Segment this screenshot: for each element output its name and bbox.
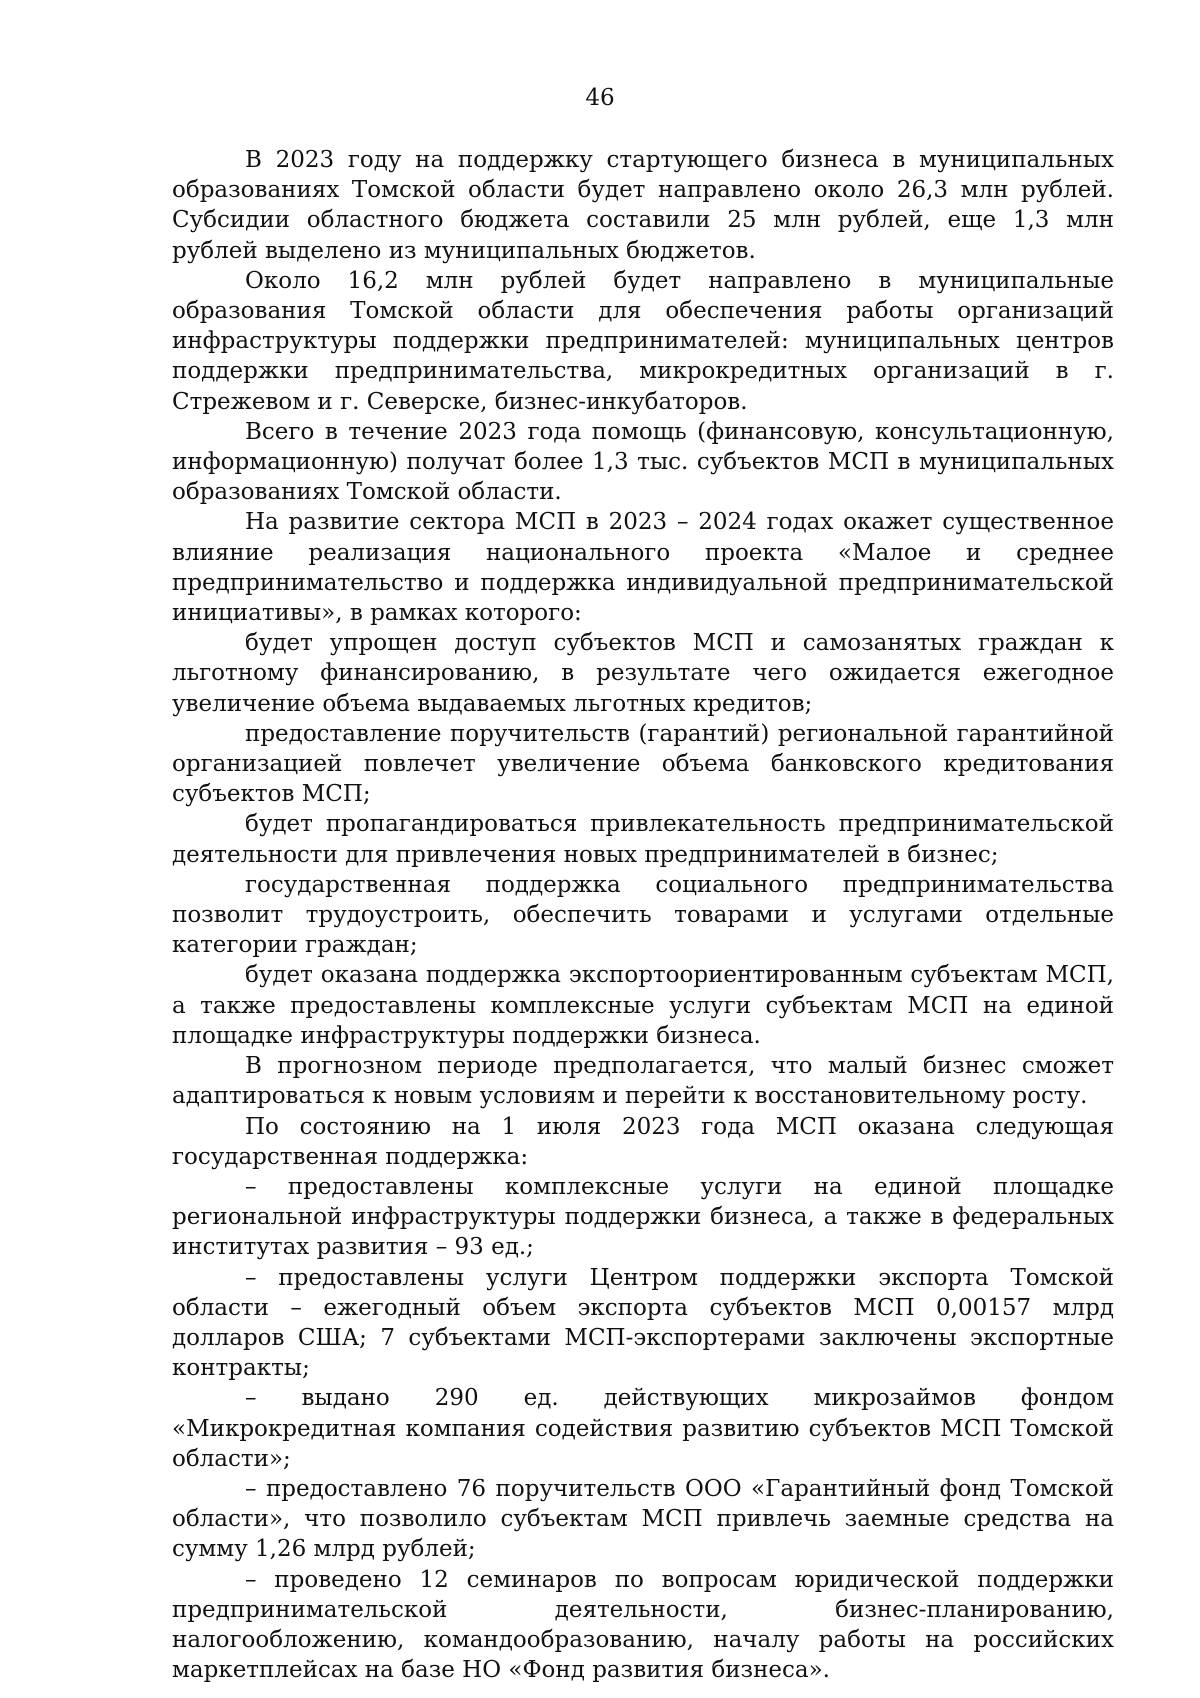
list-item-complex-services: – предоставлены комплексные услуги на единой площадке региональной инфраструктуры поддержки бизнеса, а также в федеральных институтах развития – 93 ед.; <box>172 1173 1114 1261</box>
list-item-guarantee-fund: – предоставлено 76 поручительств ООО «Гарантийный фонд Томской области», что позволило субъектам МСП привлечь заемные средства на сумму 1,26 млрд рублей; <box>172 1475 1114 1563</box>
list-item-microloans: – выдано 290 ед. действующих микрозаймов фондом «Микрокредитная компания содействия развитию субъектов МСП Томской области»; <box>172 1385 1114 1472</box>
page-number: 46 <box>585 85 615 111</box>
paragraph-startup-support: В 2023 году на поддержку стартующего бизнеса в муниципальных образованиях Томской области будет направлено около 26,3 млн рублей. Субсидии областного бюджета составили 25 млн рублей, еще 1,3 млн рублей выделено из муниципальных бюджетов. <box>172 147 1114 264</box>
paragraph-export-support: будет оказана поддержка экспортоориентированным субъектам МСП, а также предоставлены комплексные услуги субъектам МСП на единой площадке инфраструктуры поддержки бизнеса. <box>172 962 1114 1049</box>
list-item-seminars: – проведено 12 семинаров по вопросам юридической поддержки предпринимательской деятельности, бизнес-планированию, налогообложению, командообразованию, началу работы на российских маркетплейсах на базе НО «Фонд развития бизнеса». <box>172 1566 1114 1684</box>
document-body <box>172 145 1114 1685</box>
paragraph-guarantees: предоставление поручительств (гарантий) региональной гарантийной организацией повлечет увеличение объема банковского кредитования субъектов МСП; <box>172 720 1114 808</box>
paragraph-forecast: В прогнозном периоде предполагается, что малый бизнес сможет адаптироваться к новым условиям и перейти к восстановительному росту. <box>172 1053 1114 1110</box>
paragraph-social-entrepreneurship: государственная поддержка социального предпринимательства позволит трудоустроить, обеспечить товарами и услугами отдельные категории граждан; <box>172 871 1114 959</box>
paragraph-status-intro: По состоянию на 1 июля 2023 года МСП оказана следующая государственная поддержка: <box>172 1113 1114 1170</box>
paragraph-total-help: Всего в течение 2023 года помощь (финансовую, консультационную, информационную) получат более 1,3 тыс. субъектов МСП в муниципальных образованиях Томской области. <box>172 418 1114 506</box>
paragraph-national-project: На развитие сектора МСП в 2023 – 2024 годах окажет существенное влияние реализация национального проекта «Малое и среднее предпринимательство и поддержка индивидуальной предпринимательской инициативы», в рамках которого: <box>172 509 1114 627</box>
paragraph-promotion: будет пропагандироваться привлекательность предпринимательской деятельности для привлечения новых предпринимателей в бизнес; <box>172 811 1114 868</box>
list-item-export-center: – предоставлены услуги Центром поддержки экспорта Томской области – ежегодный объем экспорта субъектов МСП 0,00157 млрд долларов США; 7 субъектами МСП-экспортерами заключены экспортные контракты; <box>172 1264 1114 1382</box>
paragraph-credit-access: будет упрощен доступ субъектов МСП и самозанятых граждан к льготному финансированию, в результате чего ожидается ежегодное увеличение объема выдаваемых льготных кредитов; <box>172 630 1114 717</box>
paragraph-infrastructure-funding: Около 16,2 млн рублей будет направлено в муниципальные образования Томской области для обеспечения работы организаций инфраструктуры поддержки предпринимателей: муниципальных центров поддержки предпринимательства, микрокредитных организаций в г. Стрежевом и г. Северске, бизнес-инкубаторов. <box>172 267 1114 415</box>
